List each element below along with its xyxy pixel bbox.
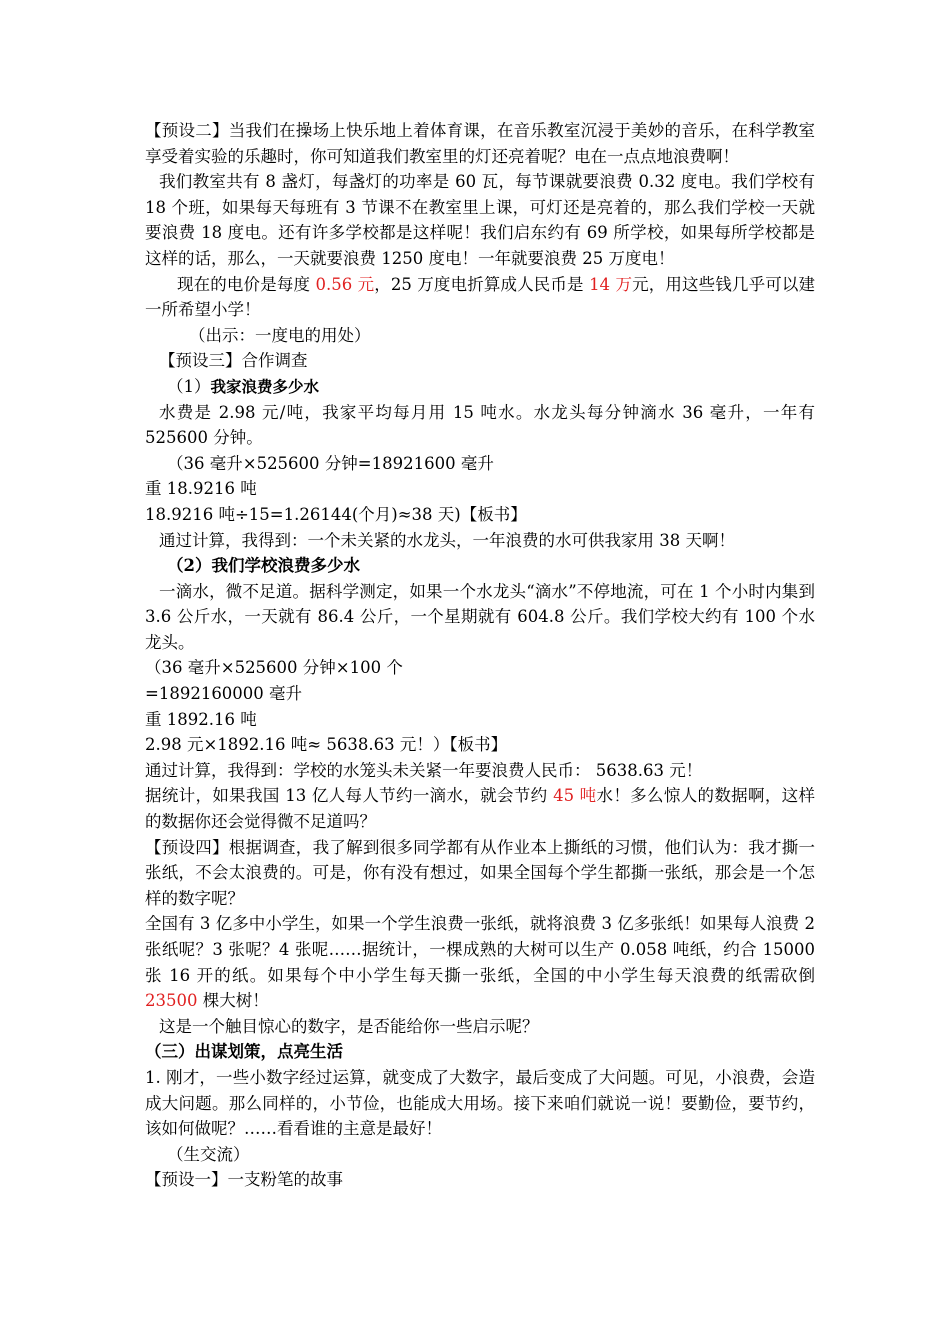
text-segment: 水！多么惊人的数据啊，这样的数据你还会觉得微不足道吗？ <box>145 786 816 832</box>
paragraph-calc-line: 18.9216 吨÷15=1.26144(个月)≈38 天)【板书】 <box>145 504 527 524</box>
paragraph-water-fee: 水费是 2.98 元/吨，我家平均每月用 15 吨水。水龙头每分钟滴水 36 毫升，一年有 525600 分钟。 <box>145 402 815 448</box>
highlight-trees: 23500 <box>145 991 198 1011</box>
text-segment: ，25 万度电折算成人民币是 <box>374 274 590 294</box>
paragraph-drop-water: 一滴水，微不足道。据科学测定，如果一个水龙头“滴水”不停地流，可在 1 个小时内集到 3.6 公斤水，一天就有 86.4 公斤，一个星期就有 604.8 公斤。我们学校大约有 100 个水龙头。 <box>145 581 815 652</box>
subheading-school-water: （2）我们学校浪费多少水 <box>167 556 360 576</box>
paragraph-show-note: （出示：一度电的用处） <box>189 325 371 345</box>
paragraph-summary: 1. 刚才，一些小数字经过运算，就变成了大数字，最后变成了大问题。可见，小浪费，会造成大问题。那么同样的，小节俭，也能成大用场。接下来咱们就说一说！要勤俭，要节约，该如何做呢？……看看谁的主意是最好！ <box>145 1067 815 1139</box>
paragraph-paper-waste <box>145 911 815 1013</box>
text-segment: （1） <box>167 376 211 396</box>
text-segment: 元，用这些钱几乎可以建一所希望小学！ <box>145 274 815 320</box>
heading-preset-three: 【预设三】合作调查 <box>159 351 308 371</box>
text-segment: 全国有 3 亿多中小学生，如果一个学生浪费一张纸，就将浪费 3 亿多张纸！如果每人浪费 2 张纸呢？3 张呢？4 张呢……据统计，一棵成熟的大树可以生产 0.058 吨纸，约合 15000 张 16 开的纸。如果每个中小学生每天撕一张纸，全国的中小学生每天浪费的纸需砍倒 <box>145 914 815 985</box>
paragraph-discussion: （生交流） <box>167 1144 250 1164</box>
text-segment: 据统计，如果我国 13 亿人每人节约一滴水，就会节约 <box>145 786 554 806</box>
highlight-tons: 45 吨 <box>553 786 597 806</box>
document-body <box>145 118 815 1193</box>
paragraph-result: 通过计算，我得到：学校的水笼头未关紧一年要浪费人民币： 5638.63 元！ <box>145 760 703 780</box>
section-heading-three: （三）出谋划策，点亮生活 <box>145 1042 343 1062</box>
paragraph-preset-four: 【预设四】根据调查，我了解到很多同学都有从作业本上撕纸的习惯，他们认为：我才撕一张纸，不会太浪费的。可是，你有没有想过，如果全国每个学生都撕一张纸，那会是一个怎样的数字呢？ <box>145 837 815 908</box>
text-segment: 现在的电价是每度 <box>177 274 316 294</box>
highlight-amount: 14 万 <box>589 274 633 294</box>
subheading-text: 我家浪费多少水 <box>210 376 320 396</box>
paragraph-calc-line: =1892160000 毫升 <box>145 684 303 704</box>
paragraph-electricity-calc: 我们教室共有 8 盏灯，每盏灯的功率是 60 瓦，每节课就要浪费 0.32 度电。我们学校有 18 个班，如果每天每班有 3 节课不在教室里上课，可灯还是亮着的，那么我们学校一天就要浪费 18 度电。还有许多学校都是这样呢！我们启东约有 69 所学校，如果每所学校都是这样的话，那么，一天就要浪费 1250 度电！一年就要浪费 25 万度电！ <box>145 172 815 268</box>
heading-preset-one: 【预设一】一支粉笔的故事 <box>145 1170 343 1190</box>
paragraph-calc-line: 重 18.9216 吨 <box>145 479 257 499</box>
highlight-price: 0.56 元 <box>315 274 375 294</box>
subheading-home-water <box>145 374 815 400</box>
paragraph-electricity-price <box>145 272 815 323</box>
paragraph-reflection: 这是一个触目惊心的数字，是否能给你一些启示呢？ <box>159 1016 539 1036</box>
paragraph-calc-line: 2.98 元×1892.16 吨≈ 5638.63 元！）【板书】 <box>145 735 508 755</box>
paragraph-statistics <box>145 783 815 834</box>
paragraph-calc-line: （36 毫升×525600 分钟×100 个 <box>145 658 403 678</box>
paragraph-calc-line: 重 1892.16 吨 <box>145 709 257 729</box>
paragraph-preset-two: 【预设二】当我们在操场上快乐地上着体育课，在音乐教室沉浸于美妙的音乐，在科学教室享受着实验的乐趣时，你可知道我们教室里的灯还亮着呢？电在一点点地浪费啊！ <box>145 121 815 166</box>
text-segment: 棵大树！ <box>197 991 269 1011</box>
paragraph-result: 通过计算，我得到：一个未关紧的水龙头，一年浪费的水可供我家用 38 天啊！ <box>159 530 735 550</box>
paragraph-calc-line: （36 毫升×525600 分钟=18921600 毫升 <box>167 453 494 473</box>
